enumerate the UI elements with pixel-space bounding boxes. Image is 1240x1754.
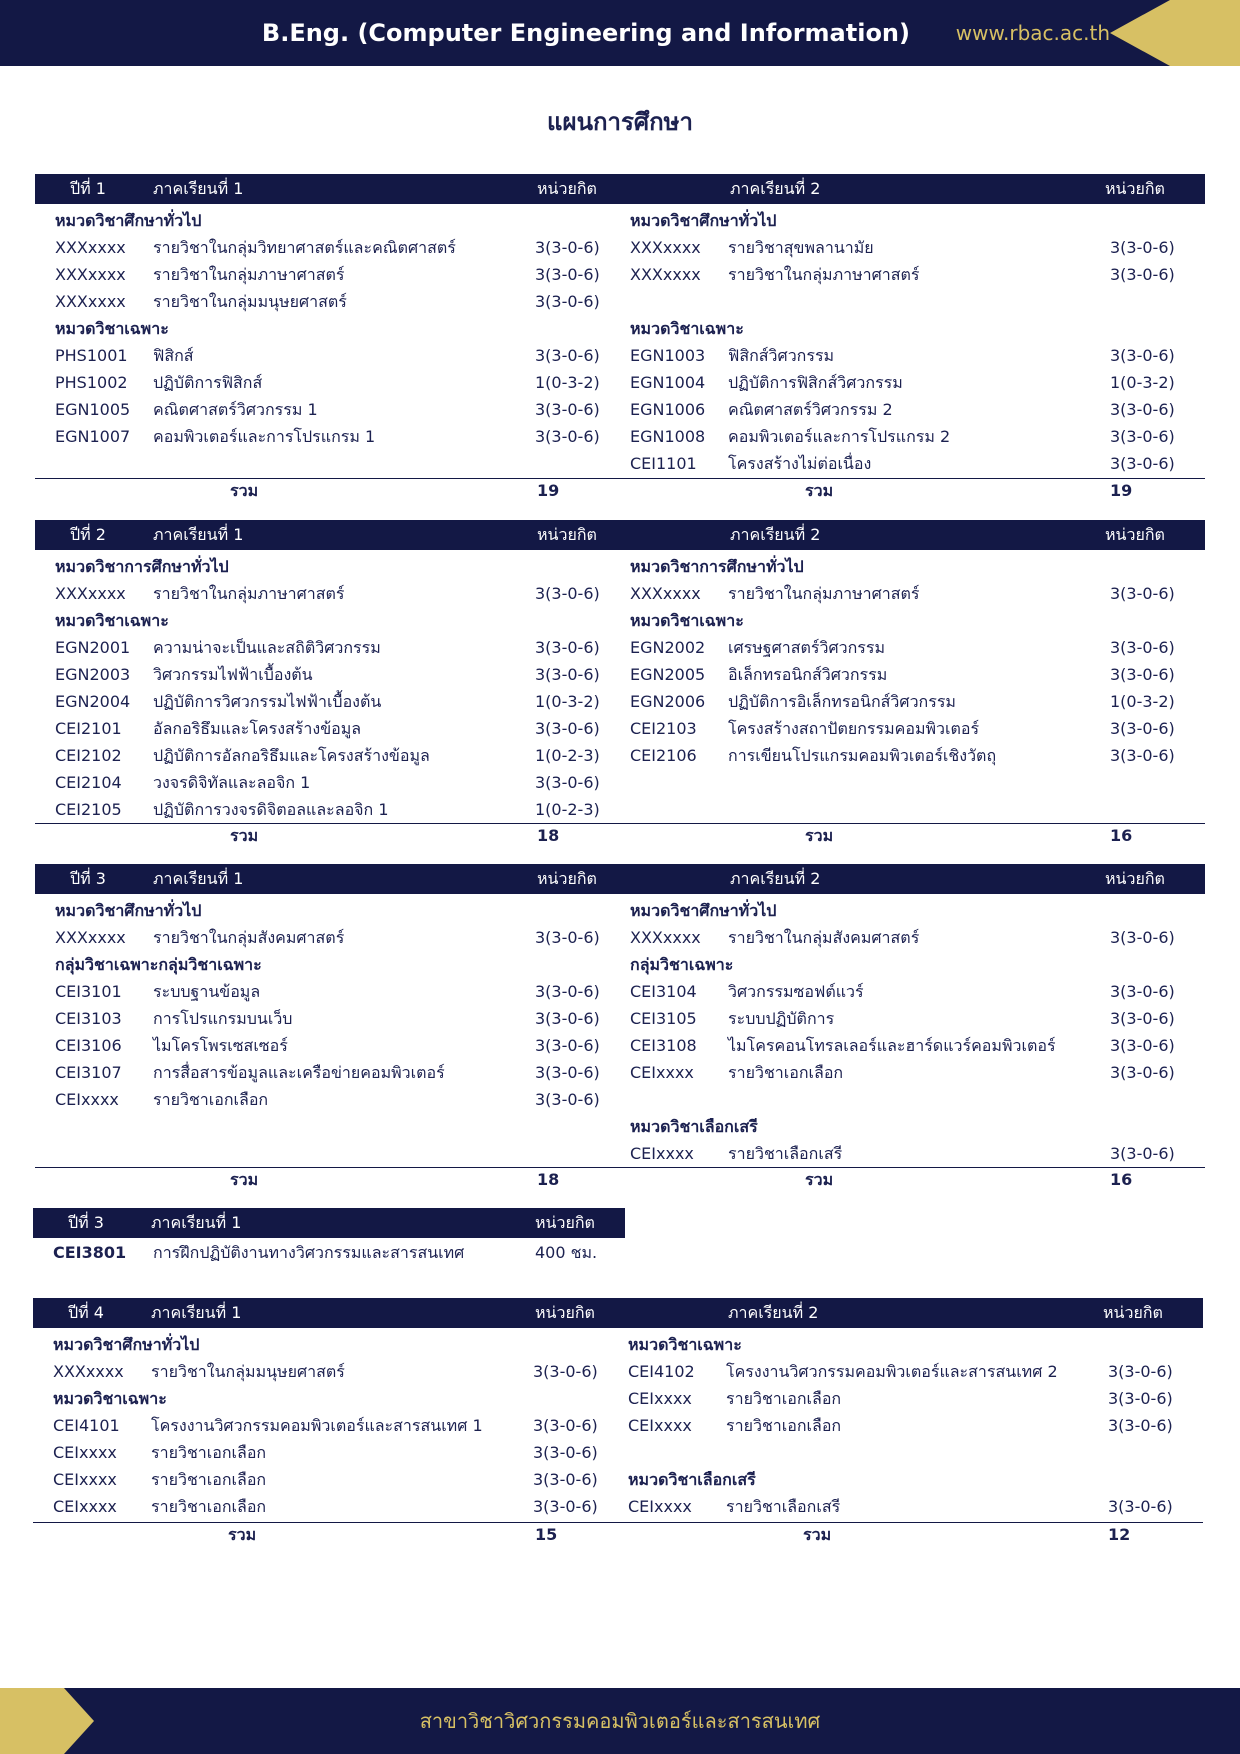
credit-header: หน่วยกิต [537, 869, 597, 888]
course-row [630, 634, 1175, 661]
course-code: PHS1002 [55, 373, 128, 392]
course-code: CEIxxxx [630, 1063, 694, 1082]
course-code: EGN1006 [630, 400, 706, 419]
course-credit: 3(3-0-6) [535, 584, 600, 603]
course-credit: 3(3-0-6) [1108, 1416, 1173, 1435]
course-name: การเขียนโปรแกรมคอมพิวเตอร์เชิงวัตถุ [728, 746, 997, 765]
course-row [55, 342, 600, 369]
semester-1-label: ภาคเรียนที่ 1 [153, 525, 244, 544]
course-row [53, 1239, 613, 1266]
course-credit: 3(3-0-6) [1110, 584, 1175, 603]
course-code: CEI2101 [55, 719, 122, 738]
course-row [55, 396, 600, 423]
course-name: ปฏิบัติการอัลกอริธึมและโครงสร้างข้อมูล [153, 746, 430, 765]
course-name: รายวิชาในกลุ่มภาษาศาสตร์ [153, 584, 345, 603]
website-link[interactable]: www.rbac.ac.th [955, 21, 1110, 45]
course-credit: 1(0-2-3) [535, 800, 600, 819]
total-label: รวม [230, 481, 259, 500]
course-code: CEI3103 [55, 1009, 122, 1028]
course-code: EGN2002 [630, 638, 706, 657]
course-code: CEI2103 [630, 719, 697, 738]
course-credit: 3(3-0-6) [533, 1497, 598, 1516]
course-code: EGN1007 [55, 427, 131, 446]
course-name: รายวิชาในกลุ่มมนุษยศาสตร์ [153, 292, 347, 311]
category-heading: กลุ่มวิชาเฉพาะ [630, 955, 734, 974]
course-row [628, 1358, 1173, 1385]
category-heading: หมวดวิชาเลือกเสรี [628, 1470, 756, 1489]
course-credit: 3(3-0-6) [535, 1063, 600, 1082]
course-credit: 3(3-0-6) [535, 719, 600, 738]
course-row [55, 634, 600, 661]
course-code: PHS1001 [55, 346, 128, 365]
total-credits-sem2: 12 [1108, 1525, 1131, 1544]
course-credit: 3(3-0-6) [535, 265, 600, 284]
year-label: ปีที่ 4 [68, 1303, 104, 1322]
course-code: EGN2005 [630, 665, 706, 684]
category-heading: หมวดวิชาศึกษาทั่วไป [53, 1335, 200, 1354]
course-code: EGN1005 [55, 400, 131, 419]
course-code: XXXxxxx [630, 928, 701, 947]
course-code: CEIxxxx [630, 1144, 694, 1163]
course-code: CEIxxxx [628, 1389, 692, 1408]
footer-text: สาขาวิชาวิศวกรรมคอมพิวเตอร์และสารสนเทศ [419, 1709, 821, 1733]
course-credit: 3(3-0-6) [535, 238, 600, 257]
course-row [55, 580, 600, 607]
course-code: XXXxxxx [630, 265, 701, 284]
course-name: ความน่าจะเป็นและสถิติวิศวกรรม [153, 638, 381, 657]
course-name: ไมโครคอนโทรลเลอร์และฮาร์ดแวร์คอมพิวเตอร์ [728, 1036, 1056, 1055]
course-name: รายวิชาเอกเลือก [153, 1090, 269, 1109]
course-row [630, 261, 1175, 288]
course-name: ฟิสิกส์ [153, 346, 194, 365]
total-credits-sem1: 18 [537, 1170, 560, 1189]
course-credit: 3(3-0-6) [1110, 665, 1175, 684]
course-credit: 3(3-0-6) [1108, 1362, 1173, 1381]
total-divider [33, 1522, 1203, 1523]
course-name: รายวิชาเลือกเสรี [726, 1497, 841, 1516]
course-row [628, 1385, 1173, 1412]
total-divider [35, 478, 1205, 479]
semester-1-label: ภาคเรียนที่ 1 [151, 1213, 242, 1232]
total-divider [35, 823, 1205, 824]
course-code: EGN2006 [630, 692, 706, 711]
course-name: ระบบฐานข้อมูล [153, 982, 261, 1001]
course-row [630, 369, 1175, 396]
course-code: CEI2106 [630, 746, 697, 765]
course-row [55, 1032, 600, 1059]
course-code: XXXxxxx [55, 928, 126, 947]
total-credits-sem1: 18 [537, 826, 560, 845]
course-row [55, 924, 600, 951]
course-code: CEI3101 [55, 982, 122, 1001]
course-row [630, 924, 1175, 951]
course-credit: 3(3-0-6) [1108, 1497, 1173, 1516]
course-name: รายวิชาในกลุ่มภาษาศาสตร์ [153, 265, 345, 284]
course-row [55, 661, 600, 688]
course-name: คอมพิวเตอร์และการโปรแกรม 1 [153, 427, 376, 446]
total-credits-sem1: 15 [535, 1525, 558, 1544]
course-row [628, 1412, 1173, 1439]
course-code: CEI4101 [53, 1416, 120, 1435]
category-heading: หมวดวิชาเฉพาะ [53, 1389, 167, 1408]
course-code: CEI3105 [630, 1009, 697, 1028]
course-credit: 3(3-0-6) [1110, 265, 1175, 284]
category-heading: หมวดวิชาเฉพาะ [630, 611, 744, 630]
category-heading: หมวดวิชาเลือกเสรี [630, 1117, 758, 1136]
credit-header: หน่วยกิต [535, 1303, 595, 1322]
course-row [630, 234, 1175, 261]
course-credit: 3(3-0-6) [535, 400, 600, 419]
course-name: เศรษฐศาสตร์วิศวกรรม [728, 638, 886, 657]
total-label: รวม [230, 826, 259, 845]
course-name: รายวิชาเอกเลือก [726, 1389, 842, 1408]
course-row [630, 742, 1175, 769]
course-row [55, 234, 600, 261]
course-credit: 3(3-0-6) [535, 346, 600, 365]
course-code: EGN2001 [55, 638, 131, 657]
page-footer [0, 1688, 1240, 1754]
semester-2-label: ภาคเรียนที่ 2 [730, 525, 821, 544]
course-credit: 3(3-0-6) [1110, 1063, 1175, 1082]
course-row [55, 423, 600, 450]
course-row [630, 978, 1175, 1005]
course-row [630, 396, 1175, 423]
course-name: รายวิชาเอกเลือก [728, 1063, 844, 1082]
course-name: ปฏิบัติการฟิสิกส์วิศวกรรม [728, 373, 903, 392]
course-name: คณิตศาสตร์วิศวกรรม 2 [728, 400, 893, 419]
credit-header: หน่วยกิต [1105, 179, 1165, 198]
course-name: อัลกอริธึมและโครงสร้างข้อมูล [153, 719, 362, 738]
course-row [630, 661, 1175, 688]
course-name: ปฏิบัติการวงจรดิจิตอลและลอจิก 1 [153, 800, 389, 819]
course-code: CEIxxxx [55, 1090, 119, 1109]
category-heading: หมวดวิชาเฉพาะ [55, 611, 169, 630]
course-credit: 3(3-0-6) [535, 1036, 600, 1055]
course-row [630, 1059, 1175, 1086]
year-header-bar [35, 174, 1205, 204]
header-accent [1110, 0, 1170, 66]
course-name: รายวิชาเอกเลือก [151, 1470, 267, 1489]
category-heading: หมวดวิชาเฉพาะ [55, 319, 169, 338]
course-code: CEI3106 [55, 1036, 122, 1055]
course-name: วิศวกรรมซอฟต์แวร์ [728, 982, 864, 1001]
course-name: รายวิชาในกลุ่มสังคมศาสตร์ [153, 928, 345, 947]
course-credit: 3(3-0-6) [1110, 454, 1175, 473]
semester-1-label: ภาคเรียนที่ 1 [151, 1303, 242, 1322]
course-credit: 3(3-0-6) [535, 982, 600, 1001]
course-name: รายวิชาเอกเลือก [726, 1416, 842, 1435]
course-credit: 3(3-0-6) [535, 1009, 600, 1028]
course-credit: 3(3-0-6) [533, 1416, 598, 1435]
course-row [630, 423, 1175, 450]
course-code: CEI2104 [55, 773, 122, 792]
course-code: CEI4102 [628, 1362, 695, 1381]
course-name: การสื่อสารข้อมูลและเครือข่ายคอมพิวเตอร์ [153, 1063, 445, 1082]
credit-header: หน่วยกิต [537, 525, 597, 544]
course-code: EGN1004 [630, 373, 706, 392]
credit-header: หน่วยกิต [1103, 1303, 1163, 1322]
course-name: โครงงานวิศวกรรมคอมพิวเตอร์และสารสนเทศ 1 [151, 1416, 483, 1435]
course-code: XXXxxxx [630, 584, 701, 603]
course-credit: 3(3-0-6) [533, 1443, 598, 1462]
course-credit: 3(3-0-6) [1110, 928, 1175, 947]
course-code: XXXxxxx [55, 265, 126, 284]
year-label: ปีที่ 2 [70, 525, 106, 544]
credit-header: หน่วยกิต [1105, 869, 1165, 888]
course-credit: 3(3-0-6) [1110, 746, 1175, 765]
course-credit: 1(0-3-2) [1110, 692, 1175, 711]
total-credits-sem2: 19 [1110, 481, 1133, 500]
course-credit: 3(3-0-6) [535, 665, 600, 684]
course-credit: 3(3-0-6) [535, 928, 600, 947]
course-code: XXXxxxx [55, 238, 126, 257]
course-code: CEI2102 [55, 746, 122, 765]
course-name: รายวิชาเอกเลือก [151, 1443, 267, 1462]
course-row [630, 580, 1175, 607]
course-credit: 3(3-0-6) [1110, 1036, 1175, 1055]
course-name: ปฏิบัติการฟิสิกส์ [153, 373, 263, 392]
course-credit: 3(3-0-6) [533, 1362, 598, 1381]
course-row [628, 1493, 1173, 1520]
course-code: CEIxxxx [628, 1416, 692, 1435]
course-credit: 3(3-0-6) [535, 1090, 600, 1109]
course-credit: 1(0-2-3) [535, 746, 600, 765]
credit-header: หน่วยกิต [537, 179, 597, 198]
category-heading: หมวดวิชาการศึกษาทั่วไป [630, 557, 804, 576]
year-label: ปีที่ 3 [70, 869, 106, 888]
course-credit: 3(3-0-6) [535, 292, 600, 311]
course-row [55, 1059, 600, 1086]
semester-2-label: ภาคเรียนที่ 2 [730, 869, 821, 888]
course-name: รายวิชาในกลุ่มวิทยาศาสตร์และคณิตศาสตร์ [153, 238, 456, 257]
course-row [630, 1032, 1175, 1059]
category-heading: หมวดวิชาศึกษาทั่วไป [630, 901, 777, 920]
page-title: แผนการศึกษา [547, 108, 693, 136]
course-row [630, 342, 1175, 369]
course-row [55, 288, 600, 315]
course-credit: 3(3-0-6) [1110, 427, 1175, 446]
course-code: CEI3108 [630, 1036, 697, 1055]
semester-2-label: ภาคเรียนที่ 2 [728, 1303, 819, 1322]
course-row [53, 1358, 598, 1385]
course-row [630, 1005, 1175, 1032]
year-header-bar [35, 520, 1205, 550]
course-credit: 3(3-0-6) [1110, 238, 1175, 257]
course-row [55, 261, 600, 288]
course-credit: 3(3-0-6) [1110, 1144, 1175, 1163]
course-name: รายวิชาในกลุ่มภาษาศาสตร์ [728, 584, 920, 603]
course-row [53, 1439, 598, 1466]
course-row [55, 1086, 600, 1113]
total-label: รวม [803, 1525, 832, 1544]
credit-header: หน่วยกิต [1105, 525, 1165, 544]
course-credit: 3(3-0-6) [1110, 400, 1175, 419]
course-row [55, 978, 600, 1005]
course-name: ฟิสิกส์วิศวกรรม [728, 346, 835, 365]
course-name: รายวิชาสุขพลานามัย [728, 238, 874, 257]
course-code: CEI1101 [630, 454, 697, 473]
category-heading: หมวดวิชาศึกษาทั่วไป [630, 211, 777, 230]
year-header-bar [35, 864, 1205, 894]
course-credit: 3(3-0-6) [535, 773, 600, 792]
course-credit: 1(0-3-2) [535, 692, 600, 711]
course-name: วิศวกรรมไฟฟ้าเบื้องต้น [153, 665, 313, 684]
course-code: CEIxxxx [53, 1443, 117, 1462]
course-code: CEIxxxx [628, 1497, 692, 1516]
course-row [55, 369, 600, 396]
course-row [55, 769, 600, 796]
course-code: CEI3104 [630, 982, 697, 1001]
course-name: รายวิชาเอกเลือก [151, 1497, 267, 1516]
course-name: โครงสร้างสถาปัตยกรรมคอมพิวเตอร์ [728, 719, 980, 738]
course-code: CEIxxxx [53, 1470, 117, 1489]
total-label: รวม [228, 1525, 257, 1544]
course-name: การโปรแกรมบนเว็บ [153, 1009, 293, 1028]
course-credit: 3(3-0-6) [1110, 1009, 1175, 1028]
course-name: ปฏิบัติการวิศวกรรมไฟฟ้าเบื้องต้น [153, 692, 382, 711]
course-code: XXXxxxx [55, 292, 126, 311]
course-credit: 3(3-0-6) [533, 1470, 598, 1489]
course-row [53, 1493, 598, 1520]
course-row [55, 796, 600, 823]
course-code: CEIxxxx [53, 1497, 117, 1516]
course-code: CEI3107 [55, 1063, 122, 1082]
total-label: รวม [805, 826, 834, 845]
course-code: EGN1003 [630, 346, 706, 365]
total-credits-sem2: 16 [1110, 1170, 1133, 1189]
course-code: CEI3801 [53, 1243, 127, 1262]
category-heading: หมวดวิชาศึกษาทั่วไป [55, 901, 202, 920]
course-credit: 3(3-0-6) [1110, 638, 1175, 657]
course-row [55, 742, 600, 769]
course-name: ไมโครโพรเซสเซอร์ [153, 1036, 288, 1055]
year-label: ปีที่ 3 [68, 1213, 104, 1232]
page-header [0, 0, 1240, 66]
course-code: EGN2003 [55, 665, 131, 684]
course-row [55, 688, 600, 715]
course-credit: 1(0-3-2) [1110, 373, 1175, 392]
semester-2-label: ภาคเรียนที่ 2 [730, 179, 821, 198]
course-name: โครงงานวิศวกรรมคอมพิวเตอร์และสารสนเทศ 2 [726, 1362, 1058, 1381]
category-heading: หมวดวิชาการศึกษาทั่วไป [55, 557, 229, 576]
category-heading: หมวดวิชาศึกษาทั่วไป [55, 211, 202, 230]
course-row [630, 688, 1175, 715]
course-code: EGN1008 [630, 427, 706, 446]
course-name: รายวิชาในกลุ่มมนุษยศาสตร์ [151, 1362, 345, 1381]
category-heading: กลุ่มวิชาเฉพาะกลุ่มวิชาเฉพาะ [55, 955, 262, 974]
course-name: วงจรดิจิทัลและลอจิก 1 [153, 773, 311, 792]
total-label: รวม [805, 481, 834, 500]
course-name: คณิตศาสตร์วิศวกรรม 1 [153, 400, 318, 419]
course-name: ปฏิบัติการอิเล็กทรอนิกส์วิศวกรรม [728, 692, 956, 711]
course-credit: 3(3-0-6) [1108, 1389, 1173, 1408]
course-row [53, 1412, 598, 1439]
course-name: โครงสร้างไม่ต่อเนื่อง [728, 454, 872, 473]
year-header-bar [33, 1208, 625, 1238]
year-header-bar [33, 1298, 1203, 1328]
total-label: รวม [230, 1170, 259, 1189]
course-row [630, 450, 1175, 477]
course-code: XXXxxxx [53, 1362, 124, 1381]
course-name: คอมพิวเตอร์และการโปรแกรม 2 [728, 427, 951, 446]
course-row [630, 715, 1175, 742]
course-credit: 1(0-3-2) [535, 373, 600, 392]
course-name: ระบบปฏิบัติการ [728, 1009, 835, 1028]
course-hours: 400 ชม. [535, 1243, 598, 1262]
course-name: การฝึกปฏิบัติงานทางวิศวกรรมและสารสนเทศ [153, 1243, 465, 1262]
credit-header: หน่วยกิต [535, 1213, 595, 1232]
total-credits-sem2: 16 [1110, 826, 1133, 845]
course-code: XXXxxxx [55, 584, 126, 603]
course-code: XXXxxxx [630, 238, 701, 257]
course-credit: 3(3-0-6) [1110, 719, 1175, 738]
header-accent-block [1170, 0, 1240, 66]
course-code: EGN2004 [55, 692, 131, 711]
category-heading: หมวดวิชาเฉพาะ [630, 319, 744, 338]
year-label: ปีที่ 1 [70, 179, 106, 198]
course-row [630, 1140, 1175, 1167]
semester-1-label: ภาคเรียนที่ 1 [153, 869, 244, 888]
course-credit: 3(3-0-6) [1110, 982, 1175, 1001]
category-heading: หมวดวิชาเฉพาะ [628, 1335, 742, 1354]
total-divider [35, 1167, 1205, 1168]
semester-1-label: ภาคเรียนที่ 1 [153, 179, 244, 198]
course-name: รายวิชาเลือกเสรี [728, 1144, 843, 1163]
course-credit: 3(3-0-6) [535, 638, 600, 657]
course-row [55, 1005, 600, 1032]
course-credit: 3(3-0-6) [1110, 346, 1175, 365]
course-name: รายวิชาในกลุ่มสังคมศาสตร์ [728, 928, 920, 947]
course-credit: 3(3-0-6) [535, 427, 600, 446]
course-code: CEI2105 [55, 800, 122, 819]
course-name: อิเล็กทรอนิกส์วิศวกรรม [728, 665, 888, 684]
total-label: รวม [805, 1170, 834, 1189]
course-row [53, 1466, 598, 1493]
total-credits-sem1: 19 [537, 481, 560, 500]
course-name: รายวิชาในกลุ่มภาษาศาสตร์ [728, 265, 920, 284]
course-row [55, 715, 600, 742]
program-title: B.Eng. (Computer Engineering and Information) [261, 19, 910, 47]
